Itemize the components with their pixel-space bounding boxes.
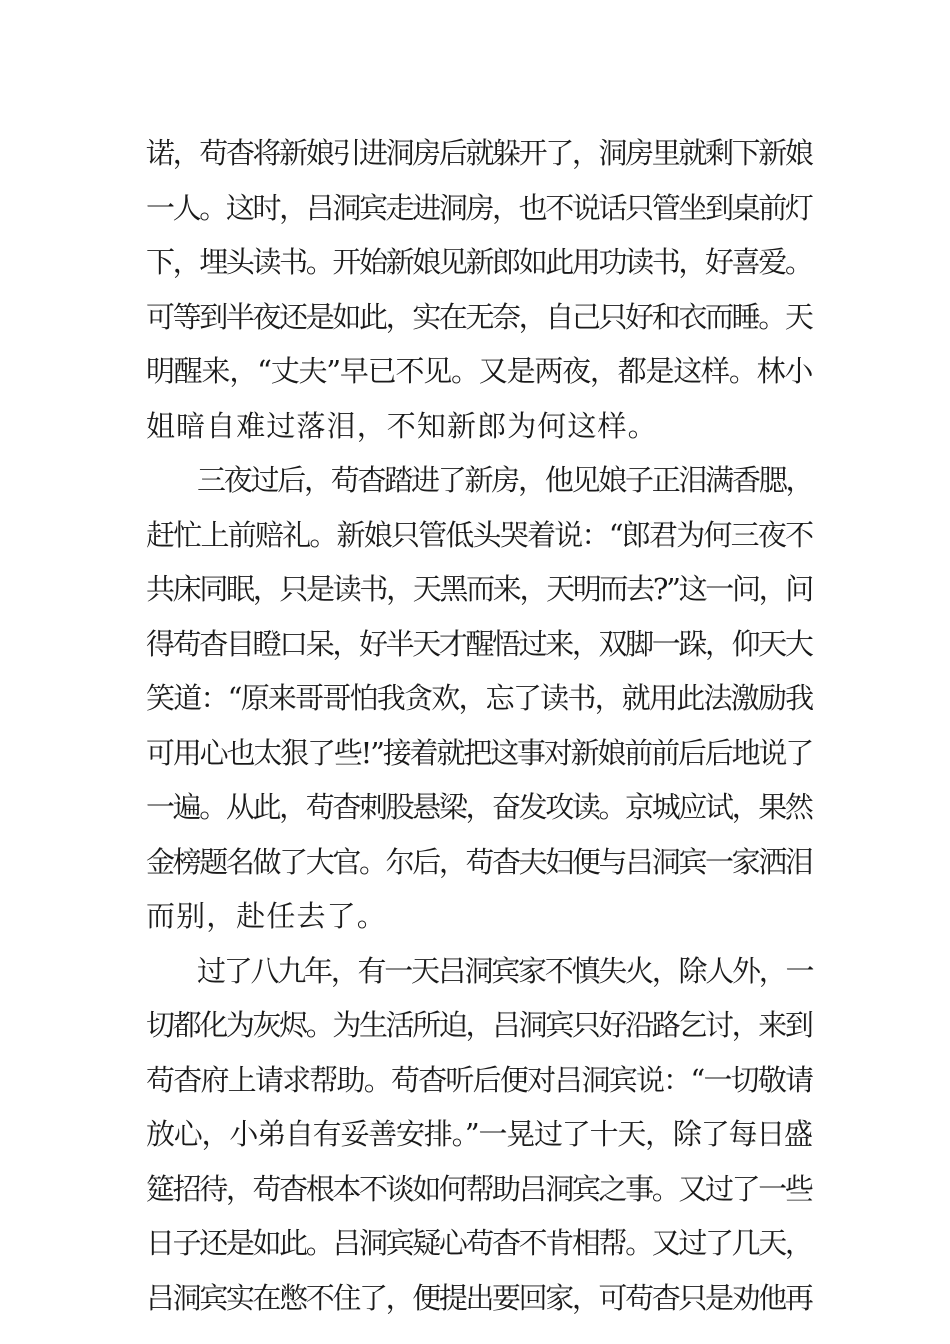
text-line: 明醒来，“丈夫”早已不见。又是两夜，都是这样。林小 xyxy=(146,354,813,388)
text-line: 一遍。从此，苟杳刺股悬梁，奋发攻读。京城应试，果然 xyxy=(146,790,812,824)
text-line: 而别，赴任去了。 xyxy=(146,899,387,933)
paragraph-first-line: 过了八九年，有一天吕洞宾家不慎失火，除人外，一 xyxy=(197,953,813,988)
text-line: 切都化为灰烬。为生活所迫，吕洞宾只好沿路乞讨，来到 xyxy=(146,1008,812,1042)
text-line: 吕洞宾实在憋不住了，便提出要回家，可苟杳只是劝他再 xyxy=(146,1280,812,1315)
text-line: 可等到半夜还是如此，实在无奈，自己只好和衣而睡。天 xyxy=(146,299,812,334)
text-line: 赶忙上前赔礼。新娘只管低头哭着说：“郎君为何三夜不 xyxy=(146,517,813,552)
paragraph-first-line: 三夜过后，苟杳踏进了新房，他见娘子正泪满香腮， xyxy=(197,463,813,497)
text-line: 日子还是如此。吕洞宾疑心苟杳不肯相帮。又过了几天， xyxy=(146,1226,812,1260)
text-line: 笑道：“原来哥哥怕我贪欢，忘了读书，就用此法激励我 xyxy=(146,681,813,715)
text-line: 诺，苟杳将新娘引进洞房后就躲开了，洞房里就剩下新娘 xyxy=(146,136,812,170)
text-line: 得苟杳目瞪口呆，好半天才醒悟过来，双脚一跺，仰天大 xyxy=(146,626,812,661)
text-line: 放心，小弟自有妥善安排。”一晃过了十天，除了每日盛 xyxy=(146,1117,812,1151)
text-line: 下，埋头读书。开始新娘见新郎如此用功读书，好喜爱。 xyxy=(146,245,812,279)
text-line: 苟杳府上请求帮助。苟杳听后便对吕洞宾说：“一切敬请 xyxy=(146,1062,813,1097)
body-text xyxy=(146,126,812,1325)
text-line: 筵招待，苟杳根本不谈如何帮助吕洞宾之事。又过了一些 xyxy=(146,1171,812,1206)
text-line: 姐暗自难过落泪，不知新郎为何这样。 xyxy=(146,408,658,443)
text-line: 一人。这时，吕洞宾走进洞房，也不说话只管坐到桌前灯 xyxy=(146,190,812,225)
text-line: 金榜题名做了大官。尔后，苟杳夫妇便与吕洞宾一家洒泪 xyxy=(146,844,812,879)
text-line: 共床同眠，只是读书，天黑而来，天明而去?”这一问，问 xyxy=(146,572,812,606)
text-line: 可用心也太狠了些!”接着就把这事对新娘前前后后地说了 xyxy=(146,735,813,770)
